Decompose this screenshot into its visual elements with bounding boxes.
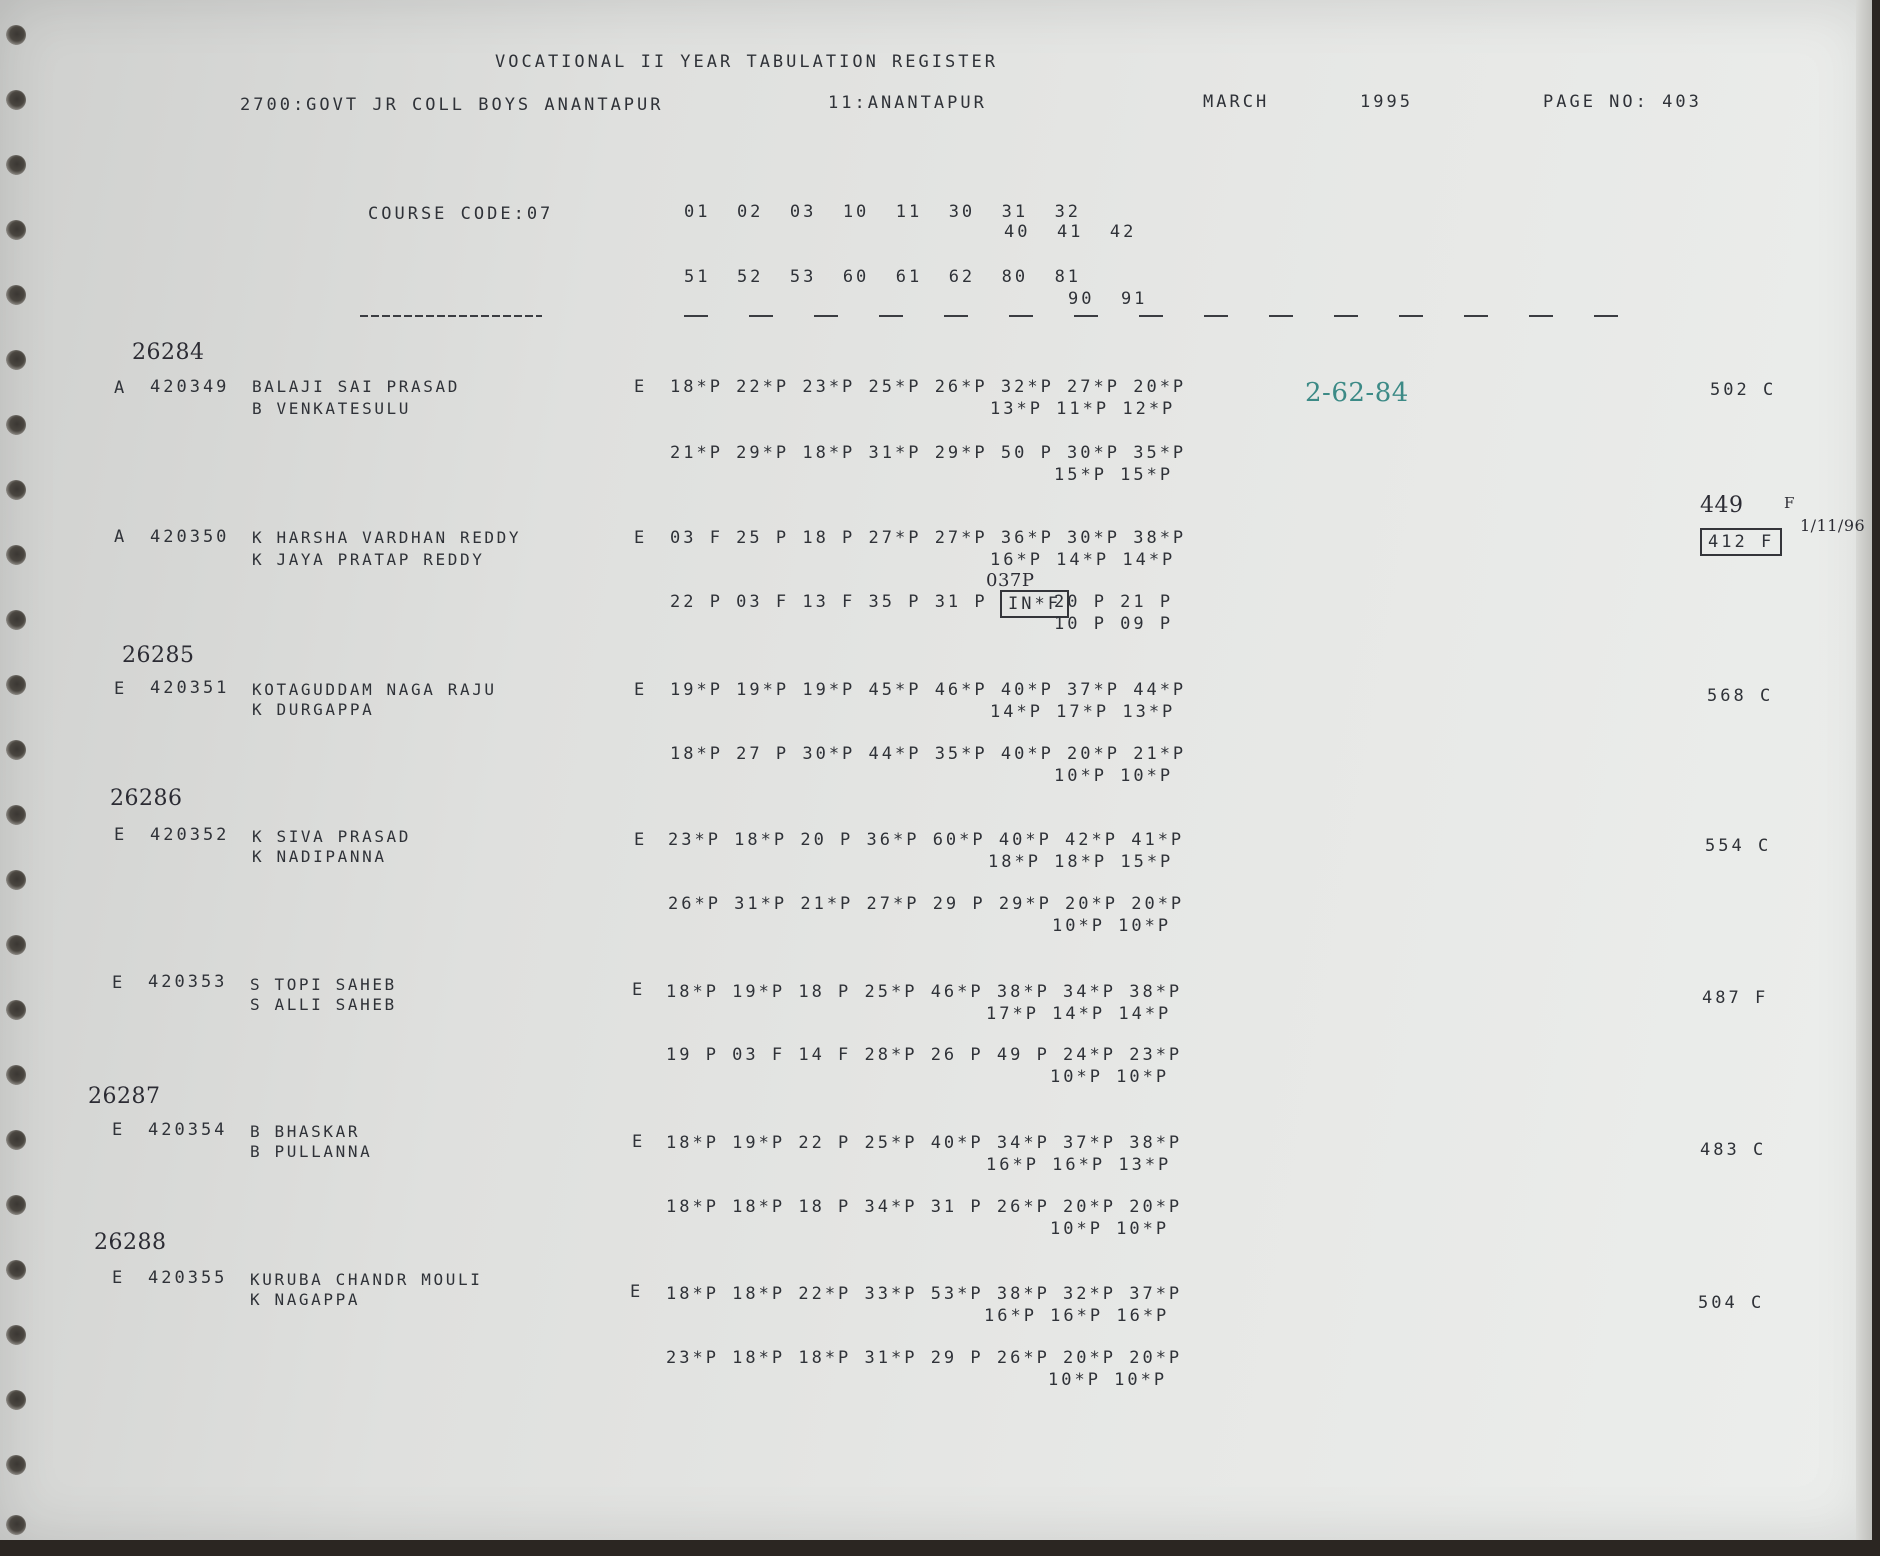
student-total: 483 C	[1700, 1140, 1767, 1160]
punch-hole	[6, 740, 26, 760]
punch-hole	[6, 350, 26, 370]
student-father-name: B VENKATESULU	[252, 399, 412, 418]
marks-row1: 18*P 19*P 18 P 25*P 46*P 38*P 34*P 38*P	[666, 982, 1183, 1002]
student-father-name: S ALLI SAHEB	[250, 995, 397, 1014]
punch-hole	[6, 220, 26, 240]
punch-hole	[6, 1195, 26, 1215]
separator-dash	[1529, 315, 1553, 317]
separator-dash	[1139, 315, 1163, 317]
student-medium: E	[112, 1268, 126, 1288]
punch-hole	[6, 415, 26, 435]
punch-hole	[6, 805, 26, 825]
handwritten-serial: 26285	[122, 643, 195, 668]
marks-row2: 23*P 18*P 18*P 31*P 29 P 26*P 20*P 20*P	[666, 1348, 1183, 1368]
handwritten-revised-result: F	[1784, 494, 1795, 512]
student-lang: E	[630, 1282, 644, 1302]
student-name: KURUBA CHANDR MOULI	[250, 1270, 483, 1289]
separator-dash	[1464, 315, 1488, 317]
marks-row2b: 10*P 10*P	[1054, 766, 1174, 786]
handwritten-serial: 26287	[88, 1084, 161, 1109]
separator-dash	[360, 315, 542, 317]
punch-hole	[6, 285, 26, 305]
marks-row2b: 15*P 15*P	[1054, 465, 1174, 485]
student-father-name: K NADIPANNA	[252, 847, 387, 866]
subject-codes-row1: 01 02 03 10 11 30 31 32	[684, 202, 1082, 222]
marks-row1: 19*P 19*P 19*P 45*P 46*P 40*P 37*P 44*P	[670, 680, 1187, 700]
punch-hole	[6, 545, 26, 565]
punch-hole	[6, 675, 26, 695]
marks-row1b: 16*P 16*P 13*P	[986, 1155, 1172, 1175]
sheet-edge	[1856, 0, 1872, 1540]
course-code: COURSE CODE:07	[368, 204, 554, 224]
marks-row1b: 17*P 14*P 14*P	[986, 1004, 1172, 1024]
student-medium: E	[114, 825, 128, 845]
student-hall-ticket: 420349	[150, 377, 230, 397]
student-medium: A	[114, 378, 128, 398]
handwritten-revised-total: 449	[1700, 493, 1744, 518]
handwritten-serial: 26286	[110, 786, 183, 811]
student-lang: E	[634, 528, 648, 548]
student-father-name: K JAYA PRATAP REDDY	[252, 550, 485, 569]
marks-row2b: 10*P 10*P	[1050, 1067, 1170, 1087]
marks-row1: 03 F 25 P 18 P 27*P 27*P 36*P 30*P 38*P	[670, 528, 1187, 548]
punch-hole	[6, 155, 26, 175]
marks-row1b: 13*P 11*P 12*P	[990, 399, 1176, 419]
marks-row2: 18*P 18*P 18 P 34*P 31 P 26*P 20*P 20*P	[666, 1197, 1183, 1217]
student-medium: E	[114, 679, 128, 699]
student-total: 487 F	[1702, 988, 1769, 1008]
punch-hole	[6, 1065, 26, 1085]
separator-dash	[749, 315, 773, 317]
punch-hole	[6, 25, 26, 45]
student-medium: E	[112, 973, 126, 993]
register-title: VOCATIONAL II YEAR TABULATION REGISTER	[495, 52, 998, 72]
marks-row1: 23*P 18*P 20 P 36*P 60*P 40*P 42*P 41*P	[668, 830, 1185, 850]
student-lang: E	[632, 1132, 646, 1152]
punch-hole	[6, 870, 26, 890]
student-name: S TOPI SAHEB	[250, 975, 397, 994]
page-number: PAGE NO: 403	[1543, 92, 1702, 112]
student-total: 502 C	[1710, 380, 1777, 400]
separator-dash	[1334, 315, 1358, 317]
student-total: 412 F	[1700, 532, 1782, 552]
student-name: K SIVA PRASAD	[252, 827, 412, 846]
marks-row1b: 14*P 17*P 13*P	[990, 702, 1176, 722]
student-lang: E	[632, 980, 646, 1000]
punch-hole	[6, 1455, 26, 1475]
exam-month: MARCH	[1203, 92, 1270, 112]
separator-dash	[1009, 315, 1033, 317]
handwritten-note: 2-62-84	[1305, 378, 1409, 408]
student-name: K HARSHA VARDHAN REDDY	[252, 528, 522, 547]
punch-hole	[6, 1325, 26, 1345]
separator-dash	[944, 315, 968, 317]
student-total: 504 C	[1698, 1293, 1765, 1313]
punch-hole	[6, 480, 26, 500]
separator-dash	[814, 315, 838, 317]
student-hall-ticket: 420351	[150, 678, 230, 698]
handwritten-correction: 037P	[986, 570, 1035, 591]
student-name: BALAJI SAI PRASAD	[252, 377, 460, 396]
student-hall-ticket: 420350	[150, 527, 230, 547]
subject-codes-row2: 51 52 53 60 61 62 80 81	[684, 267, 1082, 287]
marks-row2b: 10*P 10*P	[1050, 1219, 1170, 1239]
marks-row2c: 20 P 21 P	[1054, 592, 1174, 612]
exam-year: 1995	[1360, 92, 1413, 112]
district-name: 11:ANANTAPUR	[828, 93, 987, 113]
student-total: 554 C	[1705, 836, 1772, 856]
student-hall-ticket: 420355	[148, 1268, 228, 1288]
student-medium: E	[112, 1120, 126, 1140]
separator-line	[360, 305, 1690, 335]
marks-boxed: IN*F	[1000, 594, 1069, 614]
student-father-name: K NAGAPPA	[250, 1290, 361, 1309]
marks-row2b: 10*P 10*P	[1048, 1370, 1168, 1390]
separator-dash	[1074, 315, 1098, 317]
marks-row1b: 16*P 16*P 16*P	[984, 1306, 1170, 1326]
separator-dash	[684, 315, 708, 317]
marks-row2: 19 P 03 F 14 F 28*P 26 P 49 P 24*P 23*P	[666, 1045, 1183, 1065]
punch-hole	[6, 935, 26, 955]
marks-row2b: 10 P 09 P	[1054, 614, 1174, 634]
college-name: 2700:GOVT JR COLL BOYS ANANTAPUR	[240, 95, 664, 115]
punch-hole	[6, 610, 26, 630]
punch-hole	[6, 1515, 26, 1535]
marks-row1: 18*P 19*P 22 P 25*P 40*P 34*P 37*P 38*P	[666, 1133, 1183, 1153]
handwritten-initials: 1/11/96	[1800, 516, 1866, 535]
subject-codes-row1b: 40 41 42	[1004, 222, 1137, 242]
marks-row1b: 16*P 14*P 14*P	[990, 550, 1176, 570]
student-lang: E	[634, 830, 648, 850]
punch-hole	[6, 1260, 26, 1280]
student-father-name: K DURGAPPA	[252, 700, 375, 719]
separator-dash	[1269, 315, 1293, 317]
subject-codes-row2b: 90 91	[1068, 289, 1148, 309]
student-name: B BHASKAR	[250, 1122, 361, 1141]
student-total: 568 C	[1707, 686, 1774, 706]
marks-row2: 21*P 29*P 18*P 31*P 29*P 50 P 30*P 35*P	[670, 443, 1187, 463]
student-father-name: B PULLANNA	[250, 1142, 373, 1161]
student-name: KOTAGUDDAM NAGA RAJU	[252, 680, 497, 699]
punch-hole	[6, 90, 26, 110]
punch-hole	[6, 1000, 26, 1020]
marks-row2: 22 P 03 F 13 F 35 P 31 P	[670, 592, 988, 612]
separator-dash	[1594, 315, 1618, 317]
student-hall-ticket: 420354	[148, 1120, 228, 1140]
student-hall-ticket: 420352	[150, 825, 230, 845]
separator-dash	[1204, 315, 1228, 317]
student-lang: E	[634, 377, 648, 397]
marks-row1b: 18*P 18*P 15*P	[988, 852, 1174, 872]
marks-row2b: 10*P 10*P	[1052, 916, 1172, 936]
student-medium: A	[114, 527, 128, 547]
handwritten-serial: 26284	[132, 340, 205, 365]
separator-dash	[1399, 315, 1423, 317]
marks-row2: 26*P 31*P 21*P 27*P 29 P 29*P 20*P 20*P	[668, 894, 1185, 914]
separator-dash	[879, 315, 903, 317]
handwritten-serial: 26288	[94, 1230, 167, 1255]
student-lang: E	[634, 680, 648, 700]
student-hall-ticket: 420353	[148, 972, 228, 992]
marks-row1: 18*P 18*P 22*P 33*P 53*P 38*P 32*P 37*P	[666, 1284, 1183, 1304]
marks-row2: 18*P 27 P 30*P 44*P 35*P 40*P 20*P 21*P	[670, 744, 1187, 764]
marks-row1: 18*P 22*P 23*P 25*P 26*P 32*P 27*P 20*P	[670, 377, 1187, 397]
punch-hole	[6, 1390, 26, 1410]
punch-hole	[6, 1130, 26, 1150]
